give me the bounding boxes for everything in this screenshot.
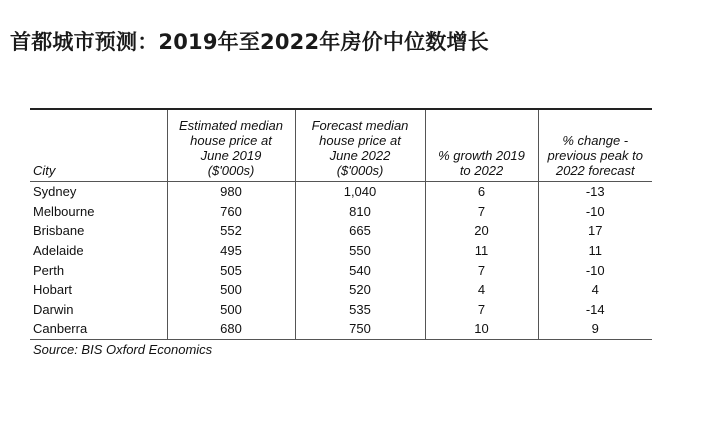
header-line: 2022 forecast — [555, 163, 635, 178]
cell-peak: 11 — [538, 241, 652, 261]
header-line: % growth 2019 — [438, 148, 525, 163]
table-row — [30, 241, 652, 261]
cell-estimated: 680 — [167, 319, 295, 339]
cell-city: Brisbane — [33, 223, 85, 239]
header-line: ($'000s) — [336, 163, 384, 178]
cell-forecast: 1,040 — [295, 182, 425, 202]
cell-forecast: 665 — [295, 221, 425, 241]
header-city: City — [30, 109, 167, 182]
cell-peak: -10 — [538, 260, 652, 280]
header-line: to 2022 — [459, 163, 504, 178]
cell-city: Perth — [33, 262, 65, 278]
header-line: June 2022 — [329, 148, 391, 163]
cell-forecast: 540 — [295, 260, 425, 280]
cell-city: Sydney — [33, 184, 77, 200]
cell-growth: 11 — [425, 241, 538, 261]
cell-peak: 17 — [538, 221, 652, 241]
cell-city: Hobart — [33, 282, 73, 298]
header-line: June 2019 — [200, 148, 262, 163]
cell-peak: 9 — [538, 319, 652, 339]
table-row — [30, 202, 652, 222]
cell-estimated: 552 — [167, 221, 295, 241]
cell-estimated: 980 — [167, 182, 295, 202]
header-line: ($'000s) — [207, 163, 255, 178]
cell-estimated: 500 — [167, 280, 295, 300]
cell-peak: -13 — [538, 182, 652, 202]
cell-growth: 7 — [425, 300, 538, 320]
page-title: 首都城市预测：2019年至2022年房价中位数增长 — [10, 30, 489, 54]
cell-growth: 7 — [425, 260, 538, 280]
table-row — [30, 319, 652, 339]
cell-growth: 20 — [425, 221, 538, 241]
cell-growth: 10 — [425, 319, 538, 339]
header-peak-change — [538, 109, 652, 182]
cell-city: Canberra — [30, 319, 167, 339]
table-body — [30, 182, 652, 340]
header-line: house price at — [319, 133, 401, 148]
cell-estimated: 495 — [167, 241, 295, 261]
cell-peak: -10 — [538, 202, 652, 222]
cell-city: Melbourne — [33, 203, 95, 219]
cell-estimated: 500 — [167, 300, 295, 320]
price-forecast-table-container — [30, 108, 652, 357]
cell-peak: 4 — [538, 280, 652, 300]
cell-forecast: 520 — [295, 280, 425, 300]
cell-forecast: 810 — [295, 202, 425, 222]
table-row — [30, 300, 652, 320]
table-header-row — [30, 109, 652, 182]
cell-forecast: 550 — [295, 241, 425, 261]
cell-peak: -14 — [538, 300, 652, 320]
cell-city: Adelaide — [33, 243, 84, 259]
cell-estimated: 760 — [167, 202, 295, 222]
table-row — [30, 280, 652, 300]
header-forecast-price — [295, 109, 425, 182]
header-growth — [425, 109, 538, 182]
header-line: Estimated median — [178, 118, 284, 133]
table-row — [30, 221, 652, 241]
header-line: house price at — [190, 133, 272, 148]
cell-forecast: 750 — [295, 319, 425, 339]
table-row — [30, 182, 652, 202]
cell-growth: 4 — [425, 280, 538, 300]
cell-growth: 6 — [425, 182, 538, 202]
header-line: % change - — [562, 133, 629, 148]
header-line: previous peak to — [547, 148, 643, 163]
header-line: Forecast median — [311, 118, 409, 133]
header-estimated-price — [167, 109, 295, 182]
source-note: Source: BIS Oxford Economics — [33, 341, 213, 357]
cell-estimated: 505 — [167, 260, 295, 280]
table-row — [30, 260, 652, 280]
price-forecast-table — [30, 108, 652, 340]
cell-city: Darwin — [33, 301, 74, 317]
cell-forecast: 535 — [295, 300, 425, 320]
cell-growth: 7 — [425, 202, 538, 222]
